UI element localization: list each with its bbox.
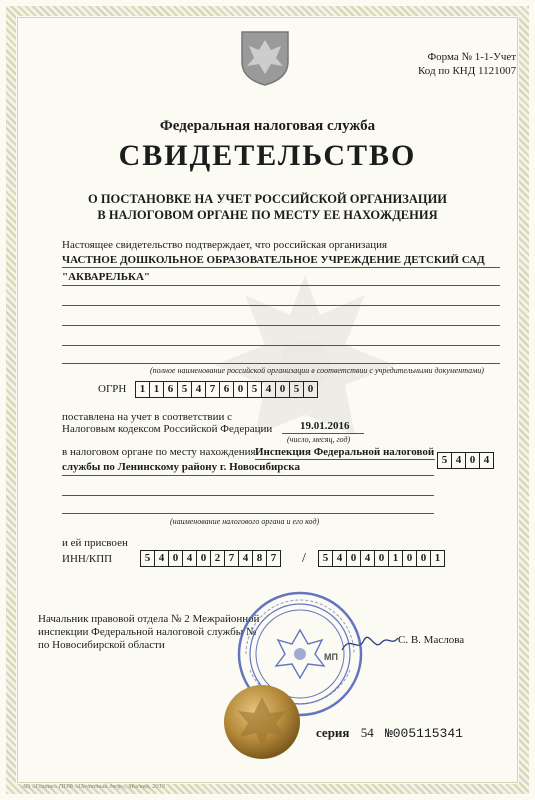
digit-box: 4 bbox=[452, 452, 466, 469]
digit-box: 0 bbox=[375, 550, 389, 567]
digit-box: 6 bbox=[164, 381, 178, 398]
digit-box: 4 bbox=[183, 550, 197, 567]
registration-date: 19.01.2016 bbox=[300, 420, 350, 432]
digit-box: 6 bbox=[220, 381, 234, 398]
digit-box: 7 bbox=[225, 550, 239, 567]
form-line bbox=[62, 305, 500, 306]
date-line bbox=[282, 433, 364, 434]
inn-kpp-label: ИНН/КПП bbox=[62, 553, 113, 565]
ogrn-label: ОГРН bbox=[98, 383, 127, 395]
digit-box: 5 bbox=[140, 550, 155, 567]
signatory-position-line-2: инспекции Федеральной налоговой службы № bbox=[38, 626, 257, 638]
form-number-block bbox=[418, 50, 516, 78]
signatory-name: С. В. Маслова bbox=[398, 634, 465, 646]
tax-authority-line-2: службы по Ленинскому району г. Новосибирска bbox=[62, 461, 300, 473]
serial-series: 54 bbox=[360, 725, 374, 740]
form-line bbox=[62, 475, 434, 476]
signatory-position-line-1: Начальник правовой отдела № 2 Межрайонной bbox=[38, 613, 260, 625]
digit-box: 4 bbox=[239, 550, 253, 567]
digit-box: 0 bbox=[304, 381, 318, 398]
digit-box: 1 bbox=[389, 550, 403, 567]
authority-code-boxes bbox=[437, 452, 494, 469]
form-number: Форма № 1-1-Учет bbox=[427, 51, 517, 63]
digit-box: 5 bbox=[437, 452, 452, 469]
registration-line-2: Налоговым кодексом Российской Федерации bbox=[62, 423, 273, 435]
digit-box: 5 bbox=[290, 381, 304, 398]
inn-boxes bbox=[140, 550, 281, 567]
form-line bbox=[62, 513, 434, 514]
form-line bbox=[62, 267, 500, 268]
organization-intro: Настоящее свидетельство подтверждает, что российская организация bbox=[62, 239, 388, 251]
digit-box: 4 bbox=[262, 381, 276, 398]
digit-box: 8 bbox=[253, 550, 267, 567]
registration-line-1: поставлена на учет в соответствии с bbox=[62, 411, 233, 423]
stamp-mark: МП bbox=[324, 652, 338, 662]
digit-box: 0 bbox=[347, 550, 361, 567]
organization-name-line-1: ЧАСТНОЕ ДОШКОЛЬНОЕ ОБРАЗОВАТЕЛЬНОЕ УЧРЕЖДЕНИЕ ДЕТСКИЙ САД bbox=[62, 254, 485, 266]
form-line bbox=[255, 459, 435, 460]
tax-authority-caption: (наименование налогового органа и его код) bbox=[170, 517, 320, 526]
form-line bbox=[62, 285, 500, 286]
signatory-position bbox=[38, 613, 260, 652]
digit-box: 0 bbox=[403, 550, 417, 567]
assigned-text: и ей присвоен bbox=[62, 537, 128, 549]
form-line bbox=[62, 363, 500, 364]
digit-box: 5 bbox=[318, 550, 333, 567]
tax-authority-line-1: Инспекция Федеральной налоговой bbox=[255, 446, 435, 458]
organization-caption: (полное наименование российской организации в соответствии с учредительными документами) bbox=[150, 366, 484, 375]
document-subtitle bbox=[0, 191, 535, 223]
date-caption: (число, месяц, год) bbox=[287, 435, 351, 444]
form-line bbox=[62, 495, 434, 496]
digit-box: 7 bbox=[267, 550, 281, 567]
printer-footer: АО «Гознак» ППФ «Печатный двор», Москва, 2015 bbox=[22, 783, 166, 790]
digit-box: 2 bbox=[211, 550, 225, 567]
authority-heading: Федеральная налоговая служба bbox=[159, 118, 376, 134]
digit-box: 4 bbox=[192, 381, 206, 398]
serial-number-block bbox=[316, 725, 463, 741]
organization-name-line-2: "АКВАРЕЛЬКА" bbox=[62, 271, 151, 283]
digit-box: 1 bbox=[150, 381, 164, 398]
registration-line-3: в налоговом органе по месту нахождения bbox=[62, 446, 256, 458]
digit-box: 1 bbox=[135, 381, 150, 398]
digit-box: 0 bbox=[197, 550, 211, 567]
serial-number: №005115341 bbox=[384, 726, 463, 741]
digit-box: 5 bbox=[248, 381, 262, 398]
digit-box: 0 bbox=[169, 550, 183, 567]
knd-code: Код по КНД 1121007 bbox=[418, 65, 517, 77]
digit-box: 0 bbox=[466, 452, 480, 469]
signatory-position-line-3: по Новосибирской области bbox=[38, 639, 165, 651]
digit-box: 4 bbox=[155, 550, 169, 567]
digit-box: 5 bbox=[178, 381, 192, 398]
digit-box: 4 bbox=[361, 550, 375, 567]
hologram-seal bbox=[222, 683, 302, 761]
digit-box: 0 bbox=[417, 550, 431, 567]
digit-box: 0 bbox=[234, 381, 248, 398]
serial-label: серия bbox=[316, 725, 350, 740]
digit-box: 4 bbox=[480, 452, 494, 469]
emblem-icon bbox=[238, 28, 292, 86]
ogrn-boxes bbox=[135, 381, 318, 398]
subtitle-line-2: В НАЛОГОВОМ ОРГАНЕ ПО МЕСТУ ЕЕ НАХОЖДЕНИЯ bbox=[97, 208, 438, 222]
document-title: СВИДЕТЕЛЬСТВО bbox=[118, 139, 417, 172]
subtitle-line-1: О ПОСТАНОВКЕ НА УЧЕТ РОССИЙСКОЙ ОРГАНИЗАЦИИ bbox=[87, 192, 448, 206]
digit-box: 7 bbox=[206, 381, 220, 398]
form-line bbox=[62, 325, 500, 326]
digit-box: 1 bbox=[431, 550, 445, 567]
inn-kpp-separator: / bbox=[302, 551, 306, 566]
digit-box: 4 bbox=[333, 550, 347, 567]
digit-box: 0 bbox=[276, 381, 290, 398]
kpp-boxes bbox=[318, 550, 445, 567]
form-line bbox=[62, 345, 500, 346]
